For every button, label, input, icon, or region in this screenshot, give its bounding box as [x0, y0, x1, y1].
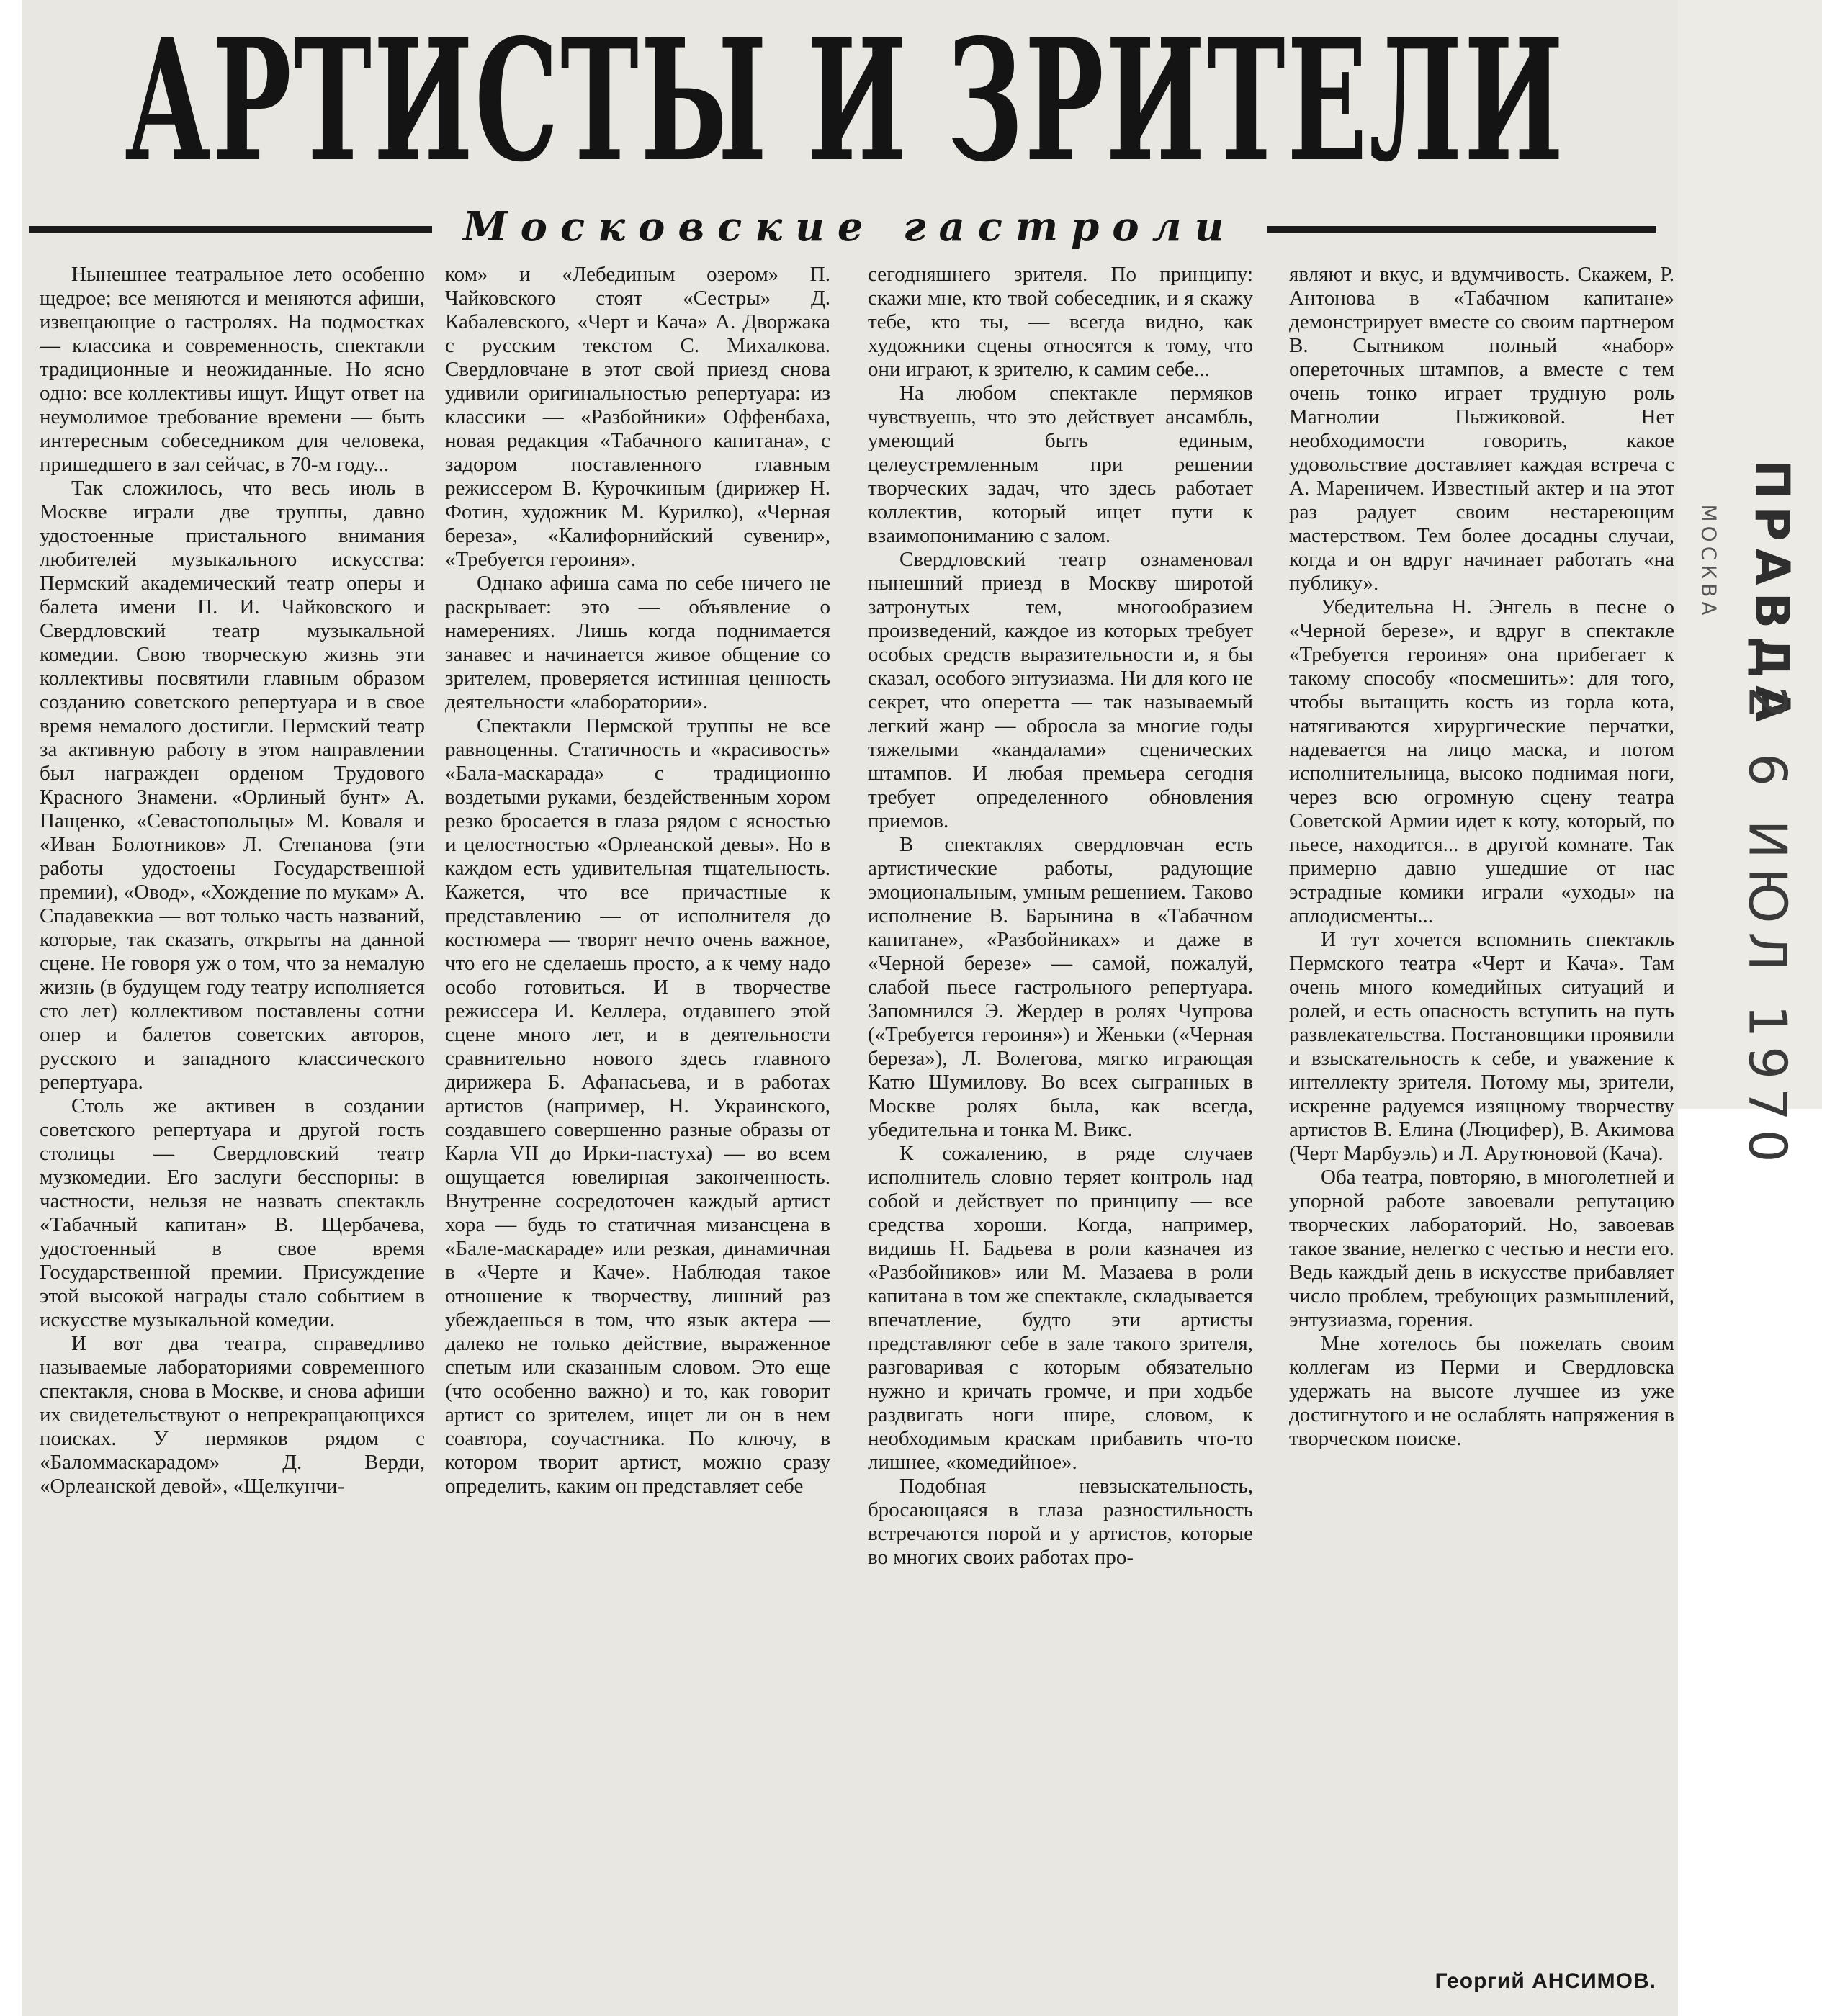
paragraph: Оба театра, повторяю, в многолетней и упорной работе завоевали репутацию творческих лабораторий. Но, завоевав такое звание, нелегко с честью и нести его. Ведь каждый день в искусстве прибавляет число проблем, требующих размышлений, энтузиазма, горения.	[1289, 1166, 1674, 1331]
paragraph: И вот два театра, справедливо называемые лабораториями современного спектакля, снова в Москве, и снова афиши их свидетельствуют о непрекращающихся поисках. У пермяков рядом с «Баломмаскарадом» Д. Верди, «Орлеанской девой», «Щелкунчи-	[40, 1332, 425, 1498]
author-signature: Георгий АНСИМОВ.	[1435, 1969, 1656, 1993]
subheadline: Московские гастроли	[462, 203, 1237, 251]
stamp-city-text: МОСКВА	[1697, 504, 1721, 619]
paragraph: К сожалению, в ряде случаев исполнитель словно теряет контроль над собой и действует по принципу — все средства хороши. Когда, например, видишь Н. Бадьева в роли казначея из «Разбойников» или М. Мазаева в роли капитана в том же спектакле, складывается впечатление, будто эти артисты представляют себе в зале такого зрителя, разговаривая с которым обязательно нужно и кричать громче, и при ходьбе раздвигать ноги шире, словом, к необходимым краскам прибавить что-то лишнее, «комедийное».	[868, 1142, 1253, 1474]
paragraph: сегодняшнего зрителя. По принципу: скажи мне, кто твой собеседник, и я скажу тебе, кто ты, — всегда видно, как художники сцены относятся к тому, что они играют, к зрителю, к самим себе...	[868, 263, 1253, 381]
paragraph: Подобная невзыскательность, бросающаяся в глаза разностильность встречаются порой и у артистов, которые во многих своих работах про-	[868, 1475, 1253, 1569]
column-2	[445, 263, 830, 1948]
article-body	[40, 263, 1674, 1948]
paragraph: являют и вкус, и вдумчивость. Скажем, Р. Антонова в «Табачном капитане» демонстрирует вместе со своим партнером В. Сытником полный «набор» опереточных штампов, а вместе с тем очень тонко играет трудную роль Магнолии Пыжиковой. Нет необходимости говорить, какое удовольствие доставляет каждая встреча с А. Мареничем. Известный актер и на этот раз радует своим нестареющим мастерством. Тем более досадны случаи, когда и он вдруг начинает работать «на публику».	[1289, 263, 1674, 595]
paragraph: И тут хочется вспомнить спектакль Пермского театра «Черт и Кача». Там очень много комедийных ситуаций и ролей, и есть опасность вступить на путь развлекательства. Постановщики проявили и взыскательность к себе, и уважение к интеллекту зрителя. Потому мы, зрители, искренне радуемся изящному творчеству артистов В. Елина (Люцифер), В. Акимова (Черт Марбуэль) и Л. Арутюновой (Кача).	[1289, 928, 1674, 1165]
paragraph: Убедительна Н. Энгель в песне о «Черной березе», и вдруг в спектакле «Требуется героиня» она прибегает к такому способу «посмешить»: для того, чтобы вытащить кость из горла кота, натягиваются хирургические перчатки, надевается на лицо маска, и потом исполнительница, высоко поднимая ноги, через всю огромную сцену театра Советской Армии идет к коту, который, по пьесе, находится... в другой комнате. Так примерно давно ушедшие от нас эстрадные комики играли «уходы» на аплодисменты...	[1289, 595, 1674, 927]
paragraph: ком» и «Лебединым озером» П. Чайковского стоят «Сестры» Д. Кабалевского, «Черт и Кача» А. Дворжака с русским текстом С. Михалкова. Свердловчане в этот свой приезд снова удивили оригинальностью репертуара: из классики — «Разбойники» Оффенбаха, новая редакция «Табачного капитана», с задором поставленного главным режиссером В. Курочкиным (дирижер Н. Фотин, художник М. Курилко), «Черная береза», «Калифорнийский сувенир», «Требуется героиня».	[445, 263, 830, 571]
paragraph: Нынешнее театральное лето особенно щедрое; все меняются и меняются афиши, извещающие о гастролях. На подмостках — классика и современность, спектакли традиционные и неожиданные. Но ясно одно: все коллективы ищут. Ищут ответ на неумолимое требование времени — быть интересным собеседником для человека, пришедшего в зал сейчас, в 70-м году...	[40, 263, 425, 476]
stamp-date-text: 2 6 ИЮЛ 1970	[1738, 686, 1798, 1171]
column-1	[40, 263, 425, 1948]
column-4	[1289, 263, 1674, 1948]
stamp-newspaper-text: ПРАВДА	[1744, 459, 1800, 729]
paragraph: Так сложилось, что весь июль в Москве играли две труппы, давно удостоенные пристального внимания любителей музыкального искусства: Пермский академический театр оперы и балета имени П. И. Чайковского и Свердловский театр музыкальной комедии. Свою творческую жизнь эти коллективы посвятили главным образом созданию советского репертуара и в свое время немалого достигли. Пермский театр за активную работу в этом направлении был награжден орденом Трудового Красного Знамени. «Орлиный бунт» А. Пащенко, «Севастопольцы» М. Коваля и «Иван Болотников» Л. Степанова (эти работы удостоены Государственной премии), «Овод», «Хождение по мукам» А. Спадавеккиа — вот только часть названий, которые, так сказать, открыты на данной сцене. Не говоря уж о том, что за немалую жизнь (в будущем году театру исполняется сто лет) коллективом поставлены сотни опер и балетов советских авторов, русского и западного классического репертуара.	[40, 477, 425, 1094]
paragraph: Свердловский театр ознаменовал нынешний приезд в Москву широтой затронутых тем, многообразием произведений, каждое из которых требует особых средств выразительности и, я бы сказал, особого энтузиазма. Ни для кого не секрет, что оперетта — так называемый легкий жанр — обросла за многие годы тяжелыми «кандалами» сценических штампов. И любая премьера сегодня требует определенного обновления приемов.	[868, 548, 1253, 832]
paragraph: Однако афиша сама по себе ничего не раскрывает: это — объявление о намерениях. Лишь когда поднимается занавес и начинается живое общение со зрителем, проверяется истинная ценность деятельности «лаборатории».	[445, 572, 830, 714]
paragraph: Спектакли Пермской труппы не все равноценны. Статичность и «красивость» «Бала-маскарада» с традиционно воздетыми руками, бездейственным хором резко бросается в глаза рядом с ясностью и целостностью «Орлеанской девы». Но в каждом есть удивительная тщательность. Кажется, что все причастные к представлению — от исполнителя до костюмера — творят нечто очень важное, что его не сделаешь просто, а к чему надо особо готовиться. И в творчестве режиссера И. Келлера, отдавшего этой сцене много лет, и в деятельности сравнительно нового здесь главного дирижера Б. Афанасьева, и в работах артистов (например, Н. Украинского, создавшего совершенно разные образы от Карла VII до Ирки-пастуха) — во всем ощущается ювелирная законченность. Внутренне сосредоточен каждый артист хора — будь то статичная мизансцена в «Бале-маскараде» или резкая, динамичная в «Черте и Каче». Наблюдая такое отношение к творчеству, лишний раз убеждаешься в том, что язык актера — далеко не только действие, выраженное спетым или сказанным словом. Это еще (что особенно важно) и то, как говорит артист со зрителем, ищет ли он в нем соавтора, соучастника. По ключу, в котором творит артист, можно сразу определить, каким он представляет себе	[445, 714, 830, 1498]
subheadline-row	[29, 202, 1656, 251]
paragraph: На любом спектакле пермяков чувствуешь, что это действует ансамбль, умеющий быть единым, целеустремленным при решении творческих задач, что здесь работает коллектив, который ищет пути к взаимопониманию с залом.	[868, 382, 1253, 547]
rule-right	[1267, 226, 1656, 233]
stamp-city	[1687, 468, 1731, 655]
stamp-date	[1725, 686, 1811, 1171]
paragraph: Столь же активен в создании советского репертуара и другой гость столицы — Свердловский театр музкомедии. Его заслуги бесспорны: в частности, нельзя не назвать спектакль «Табачный капитан» В. Щербачева, удостоенный в свое время Государственной премии. Присуждение этой высокой награды стало событием в искусстве музыкальной комедии.	[40, 1094, 425, 1331]
column-3	[868, 263, 1253, 1948]
rule-left	[29, 226, 432, 233]
paragraph: Мне хотелось бы пожелать своим коллегам из Перми и Свердловска удержать на высоте лучшее из уже достигнутого и не ослаблять напряжения в творческом поиске.	[1289, 1332, 1674, 1450]
paragraph: В спектаклях свердловчан есть артистические работы, радующие эмоциональным, умным решением. Таково исполнение В. Барынина в «Табачном капитане», «Разбойниках» и даже в «Черной березе» — самой, пожалуй, слабой пьесе гастрольного репертуара. Запомнился Э. Жердер в ролях Чупрова («Требуется героиня») и Женьки («Черная береза»), Л. Волегова, мягко играющая Катю Шумилову. Во всех сыгранных в Москве ролях была, как всегда, убедительна и тонка М. Викс.	[868, 833, 1253, 1141]
headline: АРТИСТЫ И ЗРИТЕЛИ	[125, 2, 1566, 199]
